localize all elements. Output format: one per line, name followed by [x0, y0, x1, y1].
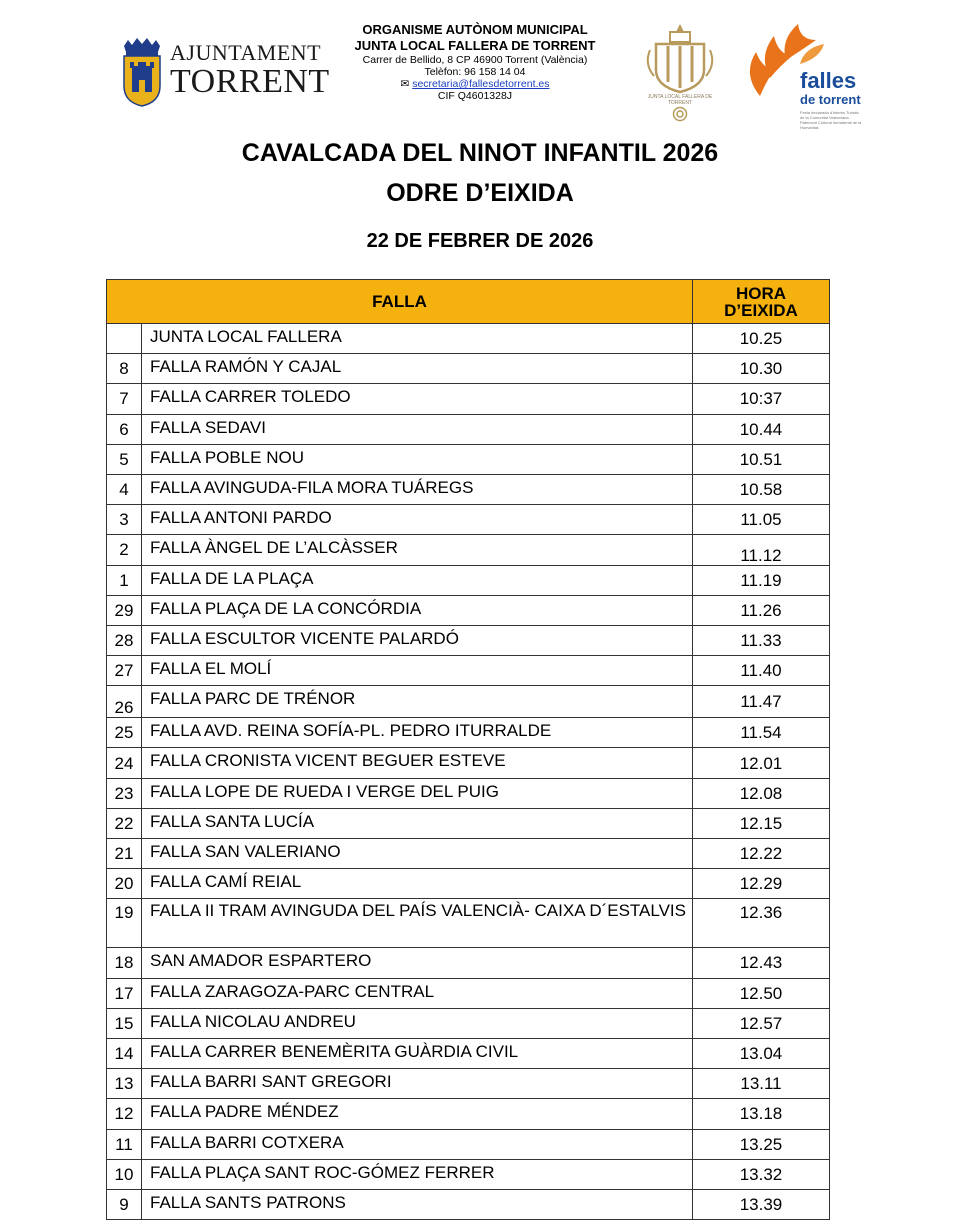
- falles-wordmark: falles: [800, 68, 857, 93]
- table-row: [107, 474, 830, 504]
- envelope-icon: ✉: [400, 78, 413, 90]
- falla-number: 21: [107, 839, 142, 869]
- table-row: [107, 978, 830, 1008]
- table-row: [107, 595, 830, 625]
- falla-number: 17: [107, 978, 142, 1008]
- departure-time: 11.12: [693, 535, 830, 565]
- falles-de-torrent-logo: [740, 18, 865, 128]
- event-date: 22 DE FEBRER DE 2026: [366, 230, 594, 252]
- falla-number: 27: [107, 656, 142, 686]
- departure-time: 11.05: [693, 505, 830, 535]
- falla-number: 12: [107, 1099, 142, 1129]
- torrent-crest-icon: [118, 36, 166, 108]
- table-row: [107, 1069, 830, 1099]
- falla-name: FALLA RAMÓN Y CAJAL: [142, 354, 693, 384]
- falla-name: FALLA CARRER BENEMÈRITA GUÀRDIA CIVIL: [142, 1038, 693, 1068]
- departure-time: 13.32: [693, 1159, 830, 1189]
- departure-time: 11.33: [693, 625, 830, 655]
- falla-name: FALLA AVD. REINA SOFÍA-PL. PEDRO ITURRALDE: [142, 718, 693, 748]
- falla-name: JUNTA LOCAL FALLERA: [142, 324, 693, 354]
- departure-time: 13.11: [693, 1069, 830, 1099]
- departure-time: 13.04: [693, 1038, 830, 1068]
- falla-number: 6: [107, 414, 142, 444]
- departure-time: 11.54: [693, 718, 830, 748]
- org-phone: Telèfon: 96 158 14 04: [424, 66, 526, 78]
- falla-name: FALLA ANTONI PARDO: [142, 505, 693, 535]
- jlf-seal-icon: [672, 106, 688, 122]
- table-row: [107, 656, 830, 686]
- falla-number: 11: [107, 1129, 142, 1159]
- table-row: [107, 839, 830, 869]
- table-row: [107, 686, 830, 718]
- departure-time: 12.22: [693, 839, 830, 869]
- falla-number: 5: [107, 444, 142, 474]
- departure-time: 10:37: [693, 384, 830, 414]
- falla-name: FALLA POBLE NOU: [142, 444, 693, 474]
- falla-number: 1: [107, 565, 142, 595]
- falla-name: FALLA SANTA LUCÍA: [142, 808, 693, 838]
- departure-time: 13.18: [693, 1099, 830, 1129]
- departure-time: 12.50: [693, 978, 830, 1008]
- table-row: [107, 808, 830, 838]
- falla-name: FALLA LOPE DE RUEDA I VERGE DEL PUIG: [142, 778, 693, 808]
- falla-name: FALLA ESCULTOR VICENTE PALARDÓ: [142, 625, 693, 655]
- departure-order-table: [106, 279, 830, 1220]
- org-address: Carrer de Bellido, 8 CP 46900 Torrent (València): [362, 54, 588, 66]
- table-row: [107, 535, 830, 565]
- falla-number: 9: [107, 1189, 142, 1219]
- falla-name: FALLA PARC DE TRÉNOR: [142, 686, 693, 718]
- table-row: [107, 948, 830, 978]
- document-header: [0, 0, 960, 130]
- falla-number: 20: [107, 869, 142, 899]
- falla-name: FALLA BARRI SANT GREGORI: [142, 1069, 693, 1099]
- table-row: [107, 1129, 830, 1159]
- header-falla: FALLA: [107, 280, 693, 324]
- falla-number: 14: [107, 1038, 142, 1068]
- departure-time: 10.30: [693, 354, 830, 384]
- table-row: [107, 354, 830, 384]
- departure-time: 11.47: [693, 686, 830, 718]
- junta-local-fallera-logo: [640, 20, 720, 122]
- table-row: [107, 505, 830, 535]
- falla-number: 23: [107, 778, 142, 808]
- table-row: [107, 384, 830, 414]
- falla-number: 10: [107, 1159, 142, 1189]
- table-row: [107, 1099, 830, 1129]
- falla-number: 7: [107, 384, 142, 414]
- falla-name: FALLA AVINGUDA-FILA MORA TUÁREGS: [142, 474, 693, 504]
- departure-time: 11.26: [693, 595, 830, 625]
- falla-name: FALLA DE LA PLAÇA: [142, 565, 693, 595]
- table-row: [107, 324, 830, 354]
- falla-number: 18: [107, 948, 142, 978]
- org-subname: JUNTA LOCAL FALLERA DE TORRENT: [354, 38, 596, 53]
- departure-time: 12.36: [693, 899, 830, 948]
- table-row: [107, 778, 830, 808]
- table-row: [107, 1008, 830, 1038]
- departure-time: 12.29: [693, 869, 830, 899]
- falla-name: FALLA SANTS PATRONS: [142, 1189, 693, 1219]
- departure-time: 12.15: [693, 808, 830, 838]
- falla-number: 28: [107, 625, 142, 655]
- falla-name: FALLA NICOLAU ANDREU: [142, 1008, 693, 1038]
- departure-time: 12.57: [693, 1008, 830, 1038]
- document-title: CAVALCADA DEL NINOT INFANTIL 2026: [241, 139, 719, 167]
- falla-name: FALLA CARRER TOLEDO: [142, 384, 693, 414]
- falla-number: 13: [107, 1069, 142, 1099]
- departure-time: 13.25: [693, 1129, 830, 1159]
- falla-number: [107, 324, 142, 354]
- org-cif: CIF Q4601328J: [437, 90, 513, 102]
- falla-number: 22: [107, 808, 142, 838]
- falla-name: FALLA ÀNGEL DE L’ALCÀSSER: [142, 535, 693, 565]
- falla-number: 24: [107, 748, 142, 778]
- falla-number: 3: [107, 505, 142, 535]
- jlf-logo-caption: JUNTA LOCAL FALLERA DE TORRENT: [647, 94, 713, 106]
- header-hora-line1: HORA: [735, 283, 787, 303]
- torrent-wordmark: TORRENT: [170, 63, 330, 100]
- ajuntament-wordmark: AJUNTAMENT: [170, 40, 322, 65]
- de-torrent-wordmark: de torrent: [800, 92, 861, 107]
- falla-number: 8: [107, 354, 142, 384]
- falla-name: FALLA SAN VALERIANO: [142, 839, 693, 869]
- org-email-link[interactable]: secretaria@fallesdetorrent.es: [412, 78, 550, 90]
- falla-name: FALLA CAMÍ REIAL: [142, 869, 693, 899]
- table-row: [107, 718, 830, 748]
- departure-time: 11.19: [693, 565, 830, 595]
- departure-time: 11.40: [693, 656, 830, 686]
- departure-time: 12.08: [693, 778, 830, 808]
- table-row: [107, 1189, 830, 1219]
- table-row: [107, 444, 830, 474]
- departure-time: 10.51: [693, 444, 830, 474]
- org-name: ORGANISME AUTÒNOM MUNICIPAL: [362, 22, 588, 37]
- table-row: [107, 869, 830, 899]
- departure-time: 12.01: [693, 748, 830, 778]
- departure-time: 10.58: [693, 474, 830, 504]
- departure-time: 10.44: [693, 414, 830, 444]
- departure-time: 10.25: [693, 324, 830, 354]
- organisation-info: [330, 22, 620, 102]
- table-row: [107, 1038, 830, 1068]
- falla-name: FALLA ZARAGOZA-PARC CENTRAL: [142, 978, 693, 1008]
- ajuntament-torrent-logo: [118, 36, 330, 111]
- falla-name: SAN AMADOR ESPARTERO: [142, 948, 693, 978]
- document-subtitle: ODRE D’EIXIDA: [386, 179, 574, 207]
- table-row: [107, 899, 830, 948]
- falla-name: FALLA PLAÇA DE LA CONCÓRDIA: [142, 595, 693, 625]
- falla-name: FALLA CRONISTA VICENT BEGUER ESTEVE: [142, 748, 693, 778]
- falla-number: 19: [107, 899, 142, 948]
- falla-name: FALLA PLAÇA SANT ROC-GÓMEZ FERRER: [142, 1159, 693, 1189]
- falla-number: 4: [107, 474, 142, 504]
- departure-time: 13.39: [693, 1189, 830, 1219]
- falla-number: 25: [107, 718, 142, 748]
- falla-number: 2: [107, 535, 142, 565]
- jlf-emblem-icon: [640, 20, 720, 94]
- falla-name: FALLA II TRAM AVINGUDA DEL PAÍS VALENCIÀ- CAIXA D´ESTALVIS: [142, 899, 693, 948]
- departure-time: 12.43: [693, 948, 830, 978]
- falla-number: 26: [107, 686, 142, 718]
- table-row: [107, 565, 830, 595]
- table-row: [107, 625, 830, 655]
- falla-number: 29: [107, 595, 142, 625]
- falla-name: FALLA SEDAVI: [142, 414, 693, 444]
- table-header-row: [107, 280, 830, 324]
- header-hora: [693, 280, 830, 324]
- falla-name: FALLA PADRE MÉNDEZ: [142, 1099, 693, 1129]
- falla-number: 15: [107, 1008, 142, 1038]
- table-row: [107, 414, 830, 444]
- falla-name: FALLA EL MOLÍ: [142, 656, 693, 686]
- table-row: [107, 748, 830, 778]
- table-row: [107, 1159, 830, 1189]
- header-hora-line2: D’EIXIDA: [724, 300, 798, 320]
- falles-logo-caption: Festa declarada d'Interès Turístic de la Comunitat Valenciana. Patrimoni Cultural Immaterial de la Humanitat.: [800, 110, 862, 130]
- falla-name: FALLA BARRI COTXERA: [142, 1129, 693, 1159]
